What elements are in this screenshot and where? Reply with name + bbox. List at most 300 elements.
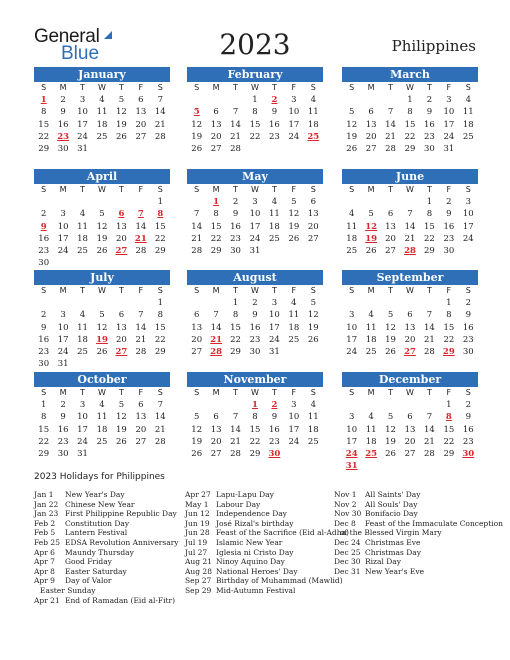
holiday-name: Chinese New Year: [65, 499, 135, 509]
day-cell: 12: [96, 322, 108, 333]
day-cell: 20: [365, 131, 377, 142]
weekday-header: T: [426, 83, 432, 92]
day-cell: 19: [116, 424, 127, 435]
holiday-name: Good Friday: [65, 557, 112, 567]
day-cell: 5: [387, 412, 394, 423]
empty-day-cell: [342, 399, 361, 411]
holiday-entry: [185, 586, 349, 596]
holiday-name: Feast of the Sacrifice (Eid al-Adha): [216, 528, 349, 538]
holiday-day-cell: 23: [57, 131, 70, 142]
day-cell: 12: [96, 221, 108, 232]
weekday-header: T: [118, 185, 124, 194]
day-cell: 18: [307, 424, 319, 435]
day-cell: 18: [307, 119, 319, 130]
holiday-entry: [34, 519, 179, 529]
holiday-entry: [34, 500, 179, 510]
day-cell: 3: [79, 400, 86, 411]
holiday-name: Iglesia ni Cristo Day: [216, 547, 294, 557]
day-cell: 9: [465, 310, 471, 321]
day-cell: 24: [462, 233, 474, 244]
holiday-entry: [185, 567, 349, 577]
day-cell: 18: [269, 221, 280, 232]
day-cell: 9: [41, 322, 47, 333]
holiday-entry: [334, 500, 503, 510]
day-cell: 17: [346, 334, 358, 345]
holiday-name: Rizal Day: [365, 557, 401, 567]
day-cell: 26: [288, 233, 300, 244]
weekday-header: S: [465, 286, 471, 295]
empty-day-cell: [342, 94, 361, 106]
weekday-header: M: [59, 83, 67, 92]
holiday-entry: [334, 548, 503, 558]
holiday-date: Feb 5: [34, 528, 56, 538]
day-cell: 17: [288, 119, 300, 130]
month-header: January: [34, 67, 170, 82]
weekday-header: M: [367, 286, 375, 295]
day-cell: 15: [38, 119, 50, 130]
day-cell: 22: [249, 131, 261, 142]
empty-day-cell: [226, 399, 245, 411]
empty-day-cell: [53, 297, 72, 309]
day-cell: 28: [191, 245, 203, 256]
day-cell: 2: [60, 400, 66, 411]
weekday-header: T: [271, 83, 277, 92]
day-cell: 11: [96, 412, 108, 423]
day-cell: 9: [271, 412, 278, 423]
day-cell: 5: [118, 95, 125, 106]
day-cell: 5: [349, 107, 355, 118]
day-cell: 18: [365, 436, 377, 447]
day-cell: 9: [252, 310, 258, 321]
day-cell: 3: [79, 95, 86, 106]
holiday-entry: [34, 557, 179, 567]
day-cell: 25: [462, 131, 474, 142]
day-cell: 2: [426, 95, 433, 106]
day-cell: 10: [77, 107, 88, 118]
day-cell: 7: [426, 412, 433, 423]
day-cell: 23: [443, 233, 455, 244]
day-cell: 28: [135, 346, 147, 357]
holiday-day-cell: 25: [307, 131, 320, 142]
day-cell: 23: [424, 131, 435, 142]
empty-day-cell: [361, 297, 380, 309]
holiday-entry: [34, 509, 179, 519]
day-cell: 22: [38, 131, 50, 142]
day-cell: 3: [271, 298, 278, 309]
empty-day-cell: [420, 297, 439, 309]
holiday-day-cell: 30: [462, 448, 475, 459]
day-cell: 2: [465, 400, 471, 411]
weekday-header: W: [251, 185, 259, 194]
month-header: November: [187, 372, 323, 387]
day-cell: 1: [446, 298, 452, 309]
month-april: [34, 169, 170, 269]
day-cell: 16: [424, 119, 435, 130]
weekday-header: S: [310, 286, 316, 295]
weekday-header: S: [465, 83, 471, 92]
holiday-name: Constitution Day: [65, 518, 130, 528]
day-cell: 1: [232, 298, 239, 309]
day-cell: 4: [291, 298, 297, 309]
empty-day-cell: [361, 94, 380, 106]
month-july: [34, 270, 170, 370]
day-cell: 10: [57, 322, 69, 333]
day-cell: 11: [77, 322, 88, 333]
holiday-entry: [34, 586, 179, 596]
holidays-list-title: 2023 Holidays for Philippines: [34, 472, 165, 482]
day-cell: 8: [426, 209, 433, 220]
holiday-day-cell: 2: [271, 95, 278, 106]
holiday-entry: [334, 538, 503, 548]
weekday-header: F: [446, 286, 452, 295]
day-cell: 10: [57, 221, 69, 232]
day-cell: 12: [191, 119, 203, 130]
empty-day-cell: [400, 297, 419, 309]
holiday-date: Dec 31: [334, 566, 361, 576]
day-cell: 12: [116, 412, 127, 423]
weekday-header: T: [271, 185, 277, 194]
day-cell: 26: [346, 143, 358, 154]
day-cell: 7: [194, 209, 200, 220]
day-cell: 19: [191, 436, 203, 447]
day-cell: 8: [252, 412, 258, 423]
day-cell: 29: [210, 245, 222, 256]
empty-day-cell: [400, 196, 419, 208]
holiday-date: Jun 12: [185, 509, 210, 519]
day-cell: 3: [349, 412, 355, 423]
day-cell: 5: [118, 400, 125, 411]
day-cell: 24: [77, 131, 88, 142]
empty-day-cell: [206, 399, 225, 411]
day-cell: 24: [77, 436, 88, 447]
empty-day-cell: [187, 196, 206, 208]
weekday-header: S: [310, 83, 316, 92]
empty-day-cell: [112, 196, 131, 208]
weekday-header: W: [98, 286, 106, 295]
day-cell: 13: [116, 221, 127, 232]
day-cell: 31: [57, 359, 69, 370]
month-august: [187, 270, 323, 358]
day-cell: 19: [385, 334, 396, 345]
day-cell: 6: [118, 310, 125, 321]
day-cell: 9: [60, 412, 66, 423]
holiday-name: Easter Sunday: [40, 585, 96, 595]
day-cell: 10: [288, 412, 300, 423]
day-cell: 26: [385, 346, 396, 357]
day-cell: 4: [79, 310, 86, 321]
day-cell: 20: [135, 424, 147, 435]
day-cell: 23: [269, 436, 280, 447]
day-cell: 25: [96, 436, 108, 447]
holiday-day-cell: 28: [210, 346, 223, 357]
day-cell: 13: [404, 322, 416, 333]
day-cell: 8: [232, 310, 239, 321]
day-cell: 13: [210, 119, 222, 130]
day-cell: 17: [249, 221, 261, 232]
month-header: April: [34, 169, 170, 184]
day-cell: 2: [232, 197, 239, 208]
day-cell: 26: [385, 448, 396, 459]
day-cell: 14: [230, 424, 241, 435]
holiday-day-cell: 27: [404, 346, 416, 357]
weekday-header: T: [388, 286, 393, 295]
holidays-column: [334, 490, 503, 576]
holiday-day-cell: 5: [193, 107, 200, 118]
weekday-header: T: [118, 388, 124, 397]
holidays-column: [185, 490, 349, 596]
day-cell: 31: [269, 346, 280, 357]
day-cell: 25: [307, 436, 319, 447]
holiday-entry: [185, 557, 349, 567]
day-cell: 25: [288, 334, 300, 345]
day-cell: 18: [346, 233, 358, 244]
day-cell: 22: [154, 334, 166, 345]
weekday-header: W: [98, 388, 106, 397]
weekday-header: W: [406, 286, 414, 295]
day-cell: 8: [157, 310, 163, 321]
day-cell: 24: [57, 346, 69, 357]
month-day-grid: [34, 184, 170, 269]
day-cell: 2: [465, 298, 471, 309]
day-cell: 18: [96, 424, 108, 435]
weekday-header: F: [291, 83, 297, 92]
day-cell: 13: [135, 412, 147, 423]
day-cell: 4: [99, 400, 105, 411]
day-cell: 14: [385, 119, 396, 130]
day-cell: 3: [349, 310, 355, 321]
day-cell: 21: [154, 424, 166, 435]
day-cell: 19: [307, 322, 319, 333]
day-cell: 3: [465, 197, 471, 208]
day-cell: 18: [365, 334, 377, 345]
month-day-grid: [187, 387, 323, 460]
month-day-grid: [342, 82, 478, 155]
day-cell: 4: [368, 310, 374, 321]
holiday-date: Jun 28: [185, 528, 210, 538]
weekday-header: W: [251, 286, 259, 295]
day-cell: 28: [154, 131, 166, 142]
day-cell: 5: [387, 310, 394, 321]
day-cell: 6: [407, 310, 413, 321]
day-cell: 19: [116, 119, 127, 130]
holiday-entry: [34, 548, 179, 558]
holiday-date: Jul 27: [185, 547, 208, 557]
month-day-grid: [342, 285, 478, 358]
holiday-day-cell: 21: [134, 233, 147, 244]
day-cell: 21: [135, 334, 147, 345]
day-cell: 31: [249, 245, 261, 256]
weekday-header: M: [367, 83, 375, 92]
day-cell: 28: [135, 245, 147, 256]
day-cell: 14: [230, 119, 241, 130]
month-header: December: [342, 372, 478, 387]
day-cell: 9: [465, 412, 471, 423]
day-cell: 7: [213, 310, 219, 321]
holiday-day-cell: 27: [115, 346, 128, 357]
weekday-header: T: [80, 388, 85, 397]
weekday-header: M: [212, 83, 220, 92]
weekday-header: S: [157, 388, 163, 397]
day-cell: 26: [191, 143, 203, 154]
empty-day-cell: [226, 94, 245, 106]
day-cell: 19: [385, 436, 396, 447]
day-cell: 21: [191, 233, 203, 244]
day-cell: 6: [138, 400, 144, 411]
empty-day-cell: [187, 297, 206, 309]
day-cell: 30: [230, 245, 241, 256]
holiday-name: End of Ramadan (Eid al-Fitr): [65, 595, 176, 605]
day-cell: 17: [77, 424, 88, 435]
day-cell: 6: [387, 209, 394, 220]
holiday-date: Jan 23: [34, 509, 59, 519]
holiday-entry: [185, 519, 349, 529]
day-cell: 2: [41, 209, 47, 220]
day-cell: 27: [210, 143, 222, 154]
month-day-grid: [187, 82, 323, 155]
weekday-header: M: [212, 388, 220, 397]
day-cell: 15: [249, 424, 261, 435]
holiday-entry: [34, 528, 179, 538]
day-cell: 9: [232, 209, 239, 220]
holiday-name: Easter Saturday: [65, 566, 127, 576]
day-cell: 23: [38, 245, 50, 256]
day-cell: 20: [385, 233, 396, 244]
holiday-day-cell: 27: [115, 245, 128, 256]
weekday-header: W: [251, 388, 259, 397]
holiday-name: Islamic New Year: [216, 537, 283, 547]
day-cell: 29: [404, 143, 416, 154]
day-cell: 30: [462, 346, 474, 357]
month-header: October: [34, 372, 170, 387]
day-cell: 19: [346, 131, 358, 142]
day-cell: 31: [77, 448, 88, 459]
weekday-header: W: [406, 83, 414, 92]
holidays-column: [34, 490, 179, 605]
day-cell: 29: [443, 448, 455, 459]
day-cell: 16: [38, 233, 50, 244]
day-cell: 21: [385, 131, 396, 142]
day-cell: 21: [154, 119, 166, 130]
holiday-date: Jan 22: [34, 499, 59, 509]
day-cell: 4: [349, 209, 355, 220]
day-cell: 12: [116, 107, 127, 118]
day-cell: 23: [462, 436, 474, 447]
month-day-grid: [342, 387, 478, 472]
empty-day-cell: [381, 399, 400, 411]
holiday-day-cell: 8: [445, 412, 452, 423]
day-cell: 20: [404, 436, 416, 447]
empty-day-cell: [420, 399, 439, 411]
day-cell: 22: [443, 334, 455, 345]
holiday-date: Feb 2: [34, 518, 56, 528]
day-cell: 30: [57, 143, 69, 154]
day-cell: 7: [157, 400, 163, 411]
day-cell: 13: [385, 221, 396, 232]
day-cell: 15: [38, 424, 50, 435]
weekday-header: T: [118, 286, 124, 295]
month-february: [187, 67, 323, 155]
day-cell: 10: [288, 107, 300, 118]
day-cell: 28: [230, 143, 241, 154]
holiday-date: Dec 24: [334, 537, 361, 547]
weekday-header: S: [157, 185, 163, 194]
holiday-entry: [185, 548, 349, 558]
month-june: [342, 169, 478, 257]
day-cell: 29: [424, 245, 435, 256]
day-cell: 20: [135, 119, 147, 130]
holiday-entry: [185, 509, 349, 519]
weekday-header: M: [212, 286, 220, 295]
day-cell: 14: [135, 221, 147, 232]
day-cell: 17: [462, 221, 474, 232]
holiday-entry: [34, 576, 179, 586]
empty-day-cell: [342, 297, 361, 309]
day-cell: 22: [443, 436, 455, 447]
day-cell: 22: [210, 233, 222, 244]
holiday-name: Christmas Day: [365, 547, 421, 557]
day-cell: 5: [99, 310, 105, 321]
day-cell: 3: [252, 197, 258, 208]
weekday-header: T: [426, 388, 432, 397]
empty-day-cell: [206, 297, 225, 309]
day-cell: 15: [424, 221, 435, 232]
weekday-header: F: [138, 83, 144, 92]
holiday-date: Apr 6: [34, 547, 55, 557]
day-cell: 25: [77, 346, 88, 357]
day-cell: 16: [269, 424, 280, 435]
day-cell: 16: [269, 119, 280, 130]
day-cell: 11: [307, 412, 319, 423]
holiday-date: Aug 28: [185, 566, 212, 576]
day-cell: 24: [443, 131, 455, 142]
holiday-date: Apr 9: [34, 576, 55, 586]
holiday-entry: [185, 490, 349, 500]
weekday-header: F: [446, 185, 452, 194]
holiday-name: All Saints' Day: [365, 490, 421, 499]
day-cell: 24: [288, 436, 300, 447]
weekday-header: F: [291, 286, 297, 295]
month-day-grid: [342, 184, 478, 257]
empty-day-cell: [381, 297, 400, 309]
empty-day-cell: [73, 297, 92, 309]
day-cell: 16: [249, 322, 261, 333]
day-cell: 27: [307, 233, 319, 244]
day-cell: 27: [404, 448, 416, 459]
day-cell: 17: [346, 436, 358, 447]
day-cell: 28: [385, 143, 396, 154]
day-cell: 17: [57, 334, 69, 345]
day-cell: 24: [249, 233, 261, 244]
day-cell: 17: [443, 119, 455, 130]
holiday-day-cell: 25: [365, 448, 378, 459]
day-cell: 3: [446, 95, 452, 106]
holiday-day-cell: 31: [345, 461, 358, 472]
day-cell: 6: [368, 107, 374, 118]
weekday-header: S: [157, 286, 163, 295]
holiday-date: Sep 27: [185, 576, 212, 586]
day-cell: 23: [38, 346, 50, 357]
day-cell: 6: [310, 197, 316, 208]
empty-day-cell: [73, 196, 92, 208]
weekday-header: S: [465, 388, 471, 397]
day-cell: 16: [462, 322, 474, 333]
weekday-header: M: [59, 388, 67, 397]
holiday-date: Dec 25: [334, 547, 361, 557]
day-cell: 6: [213, 412, 219, 423]
day-cell: 21: [230, 436, 241, 447]
day-cell: 12: [346, 119, 358, 130]
weekday-header: T: [118, 83, 124, 92]
